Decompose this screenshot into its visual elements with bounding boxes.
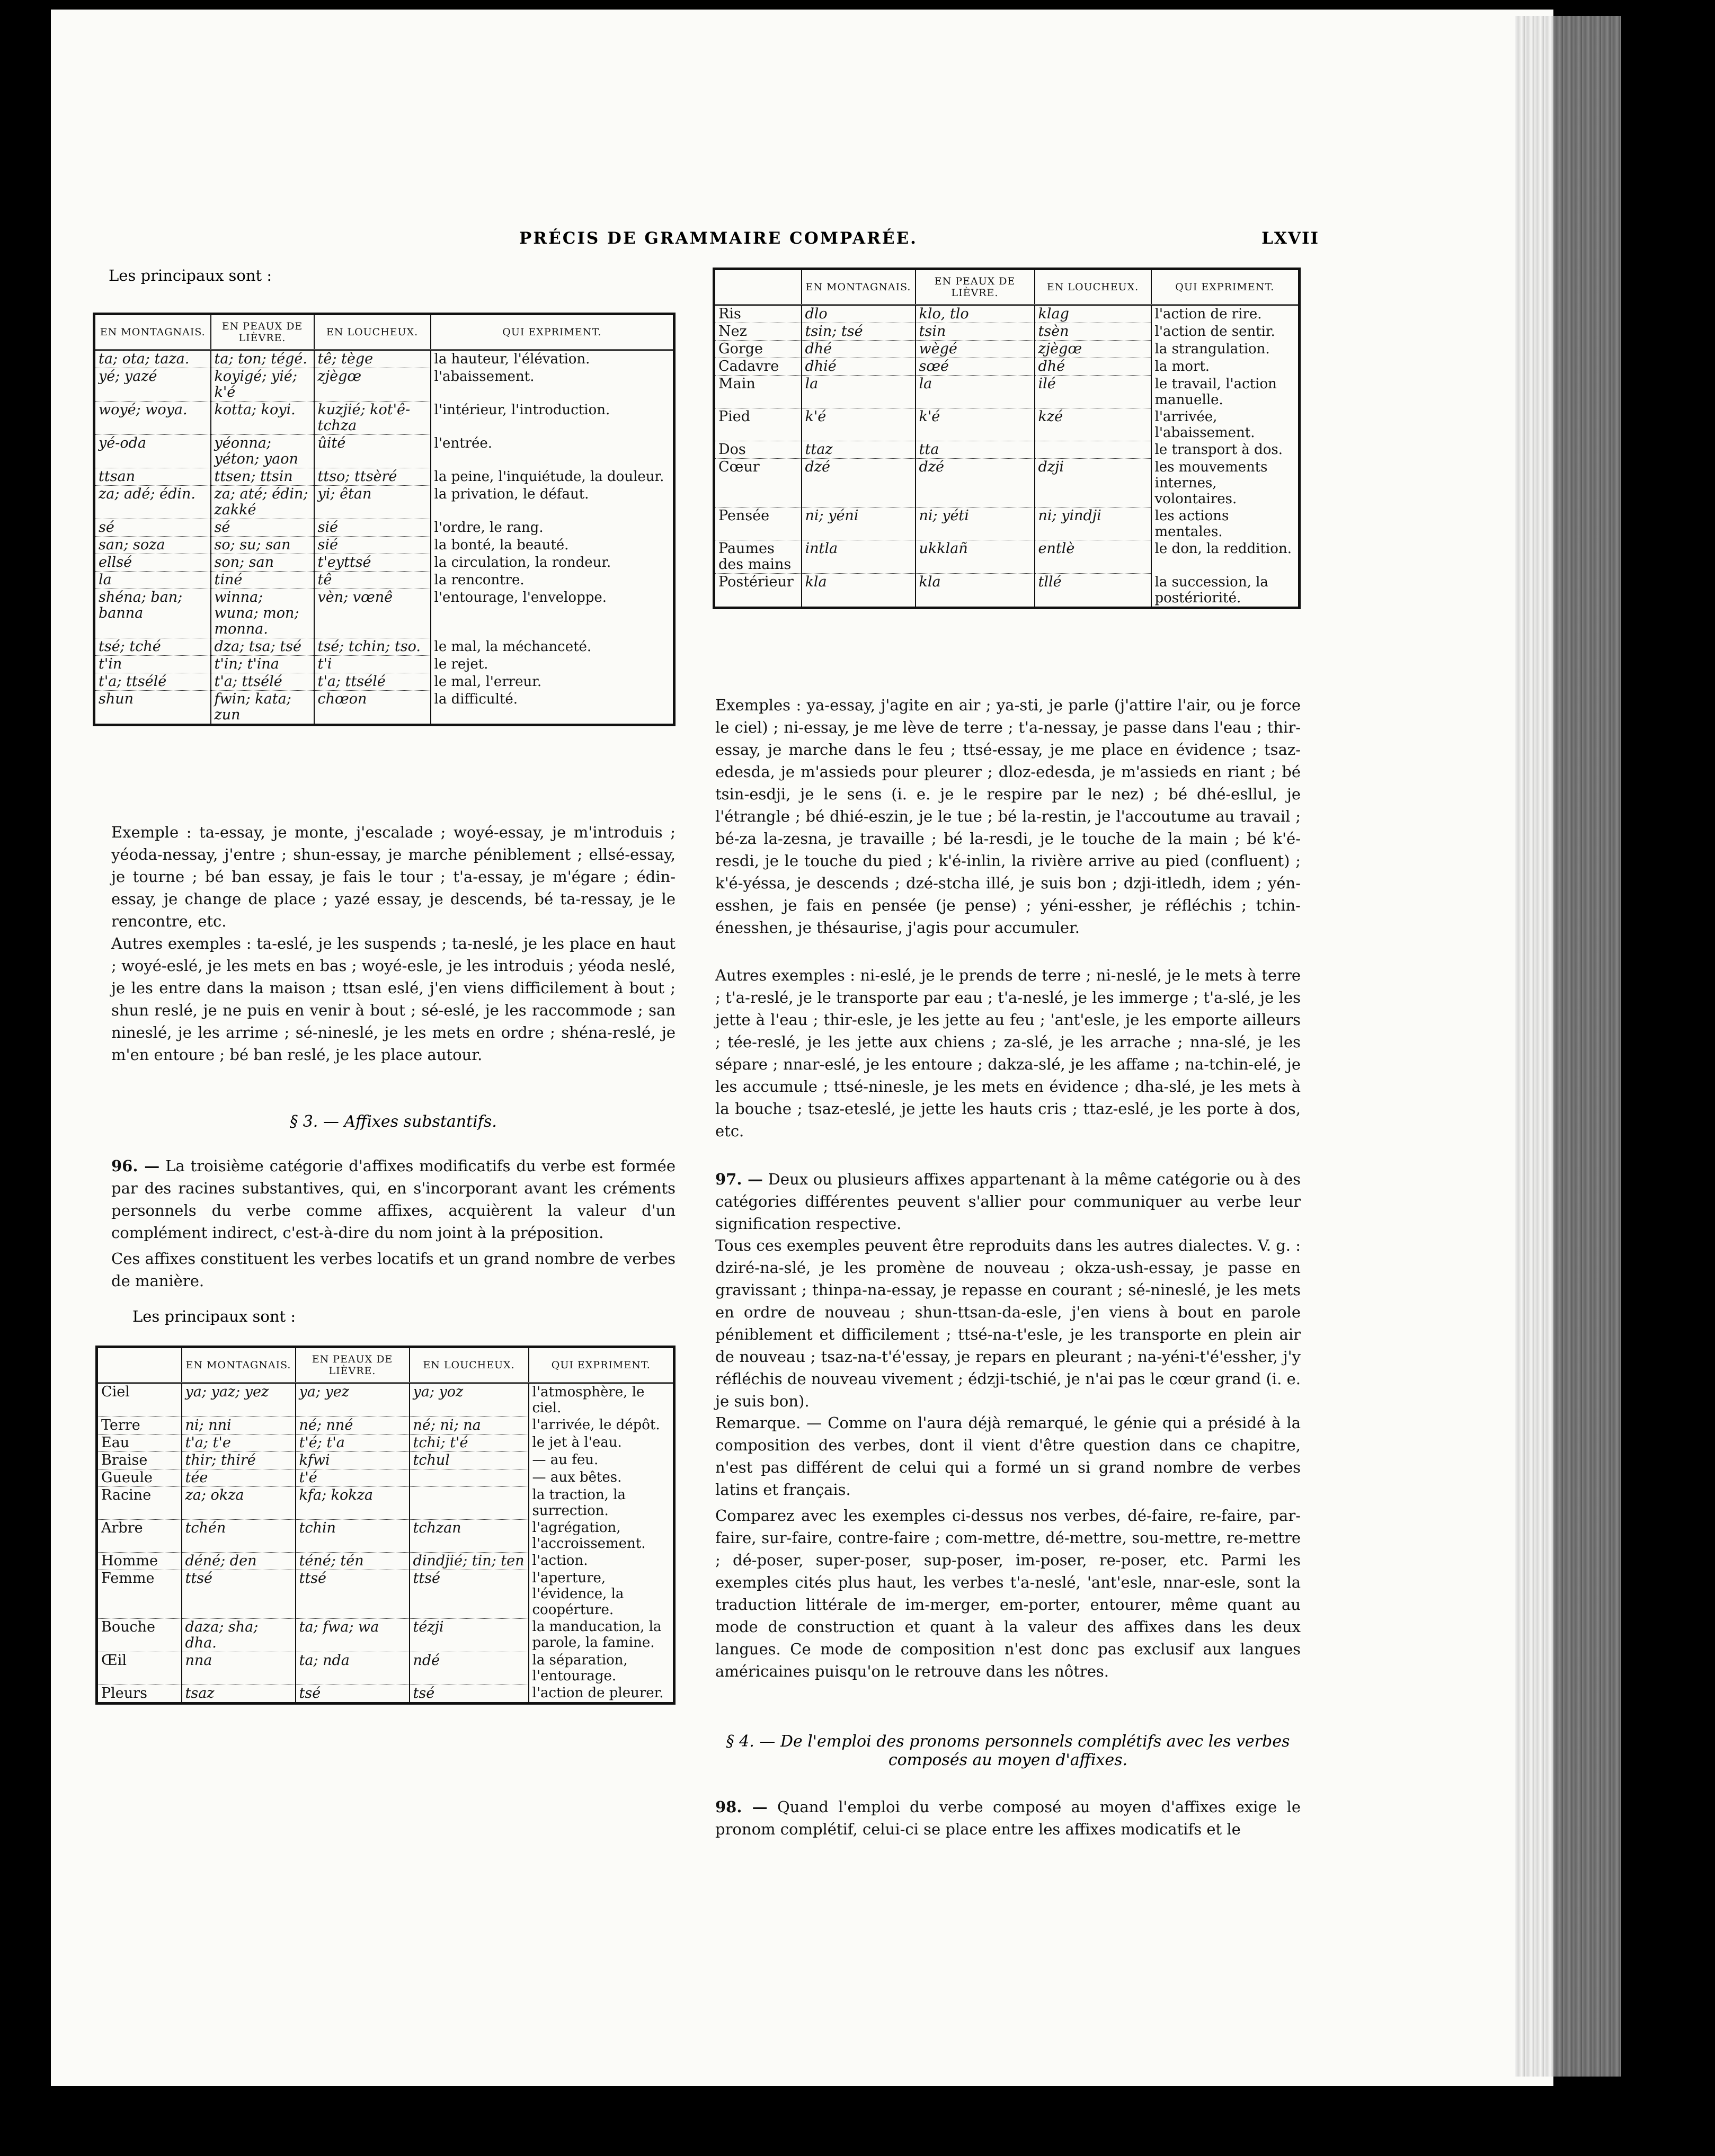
table-row: [714, 305, 1300, 323]
form-cell: t'i: [314, 656, 431, 673]
row-label-cell: Racine: [97, 1486, 182, 1519]
table-affixes-locatives: [93, 313, 676, 726]
form-cell: tllé: [1035, 574, 1151, 608]
section-heading-4: § 4. — De l'emploi des pronoms personnels complétifs avec les verbes composés au moyen d'affixes.: [726, 1732, 1290, 1769]
table-row: [714, 540, 1300, 574]
row-label-cell: Œil: [97, 1652, 182, 1685]
meaning-cell: le jet à l'eau.: [529, 1434, 674, 1451]
table-row: [94, 673, 674, 691]
paragraph-remarque: Remarque. — Comme on l'aura déjà remarqué, le génie qui a présidé à la composition des verbes, dont il vient d'être question dans ce chapitre, n'est pas différent de celui qui a formé un si grand nombre de verbes latins et français.: [715, 1414, 1301, 1499]
form-cell: zjègœ: [1035, 341, 1151, 358]
form-cell: t'in: [94, 656, 211, 673]
form-cell: la: [94, 572, 211, 589]
meaning-cell: l'entrée.: [431, 435, 674, 468]
meaning-cell: la manducation, la parole, la famine.: [529, 1618, 674, 1652]
form-cell: fwin; kata; zun: [211, 691, 314, 725]
running-header: [493, 229, 1319, 250]
form-cell: yé; yazé: [94, 368, 211, 402]
form-cell: tsin; tsé: [802, 323, 916, 341]
form-cell: kzé: [1035, 408, 1151, 441]
paragraph-comparez: Comparez avec les exemples ci-dessus nos verbes, dé-faire, re-faire, par-faire, sur-faire, contre-faire ; com-mettre, dé-mettre, sou-mettre, re-mettre ; dé-poser, super-poser, sup-poser, im-poser, re-poser, etc. Parmi les exemples cités plus haut, les verbes t'a-neslé, 'ant'esle, nnar-esle, sont la traduction littérale de im-merger, em-porter, entourer, même quant au mode de construction et quant à la valeur des affixes dans les deux langues. Ce mode de composition n'est donc pas exclusif aux langues américaines puisqu'on le retrouve dans les nôtres.: [715, 1507, 1301, 1680]
form-cell: la: [916, 376, 1035, 408]
form-cell: déné; den: [182, 1552, 296, 1570]
form-cell: tsé; tché: [94, 638, 211, 656]
form-cell: tê: [314, 572, 431, 589]
form-cell: t'a; ttsélé: [314, 673, 431, 691]
meaning-cell: la succession, la postériorité.: [1151, 574, 1300, 608]
form-cell: sié: [314, 537, 431, 554]
intro-line-2: Les principaux sont :: [132, 1307, 296, 1325]
form-cell: ttaz: [802, 441, 916, 459]
form-cell: ni; yindji: [1035, 507, 1151, 540]
form-cell: kfa; kokza: [296, 1486, 410, 1519]
table-row: [94, 350, 674, 368]
meaning-cell: l'abaissement.: [431, 368, 674, 402]
meaning-cell: la difficulté.: [431, 691, 674, 725]
form-cell: ya; yaz; yez: [182, 1383, 296, 1417]
meaning-cell: le transport à dos.: [1151, 441, 1300, 459]
form-cell: san; soza: [94, 537, 211, 554]
form-cell: intla: [802, 540, 916, 574]
form-cell: tta: [916, 441, 1035, 459]
table-row: [94, 589, 674, 638]
meaning-cell: l'action.: [529, 1552, 674, 1570]
table-row: [714, 507, 1300, 540]
form-cell: za; adé; édin.: [94, 486, 211, 519]
form-cell: k'é: [916, 408, 1035, 441]
form-cell: tchul: [410, 1451, 529, 1469]
form-cell: thir; thiré: [182, 1451, 296, 1469]
form-cell: dzé: [802, 459, 916, 507]
section-heading-3: § 3. — Affixes substantifs.: [290, 1112, 497, 1131]
form-cell: tchi; t'é: [410, 1434, 529, 1451]
form-cell: né; nné: [296, 1416, 410, 1434]
column-header: [714, 269, 802, 305]
meaning-cell: l'aperture, l'évidence, la coopérture.: [529, 1570, 674, 1618]
table-row: [714, 574, 1300, 608]
form-cell: tsaz: [182, 1685, 296, 1703]
form-cell: za; okza: [182, 1486, 296, 1519]
form-cell: t'a; t'e: [182, 1434, 296, 1451]
form-cell: ellsé: [94, 554, 211, 572]
row-label-cell: Bouche: [97, 1618, 182, 1652]
row-label-cell: Postérieur: [714, 574, 802, 608]
paragraph-98: [715, 1796, 1301, 1840]
table-row: [97, 1685, 674, 1703]
form-cell: dindjié; tin; ten: [410, 1552, 529, 1570]
column-header: EN PEAUX DE LIÈVRE.: [916, 269, 1035, 305]
column-header: EN MONTAGNAIS.: [94, 314, 211, 350]
form-cell: tsin: [916, 323, 1035, 341]
form-cell: ni; yéni: [802, 507, 916, 540]
form-cell: yi; êtan: [314, 486, 431, 519]
row-label-cell: Pleurs: [97, 1685, 182, 1703]
form-cell: tchin: [296, 1519, 410, 1552]
column-header: EN LOUCHEUX.: [1035, 269, 1151, 305]
table-row: [97, 1451, 674, 1469]
meaning-cell: l'arrivée, l'abaissement.: [1151, 408, 1300, 441]
meaning-cell: la circulation, la rondeur.: [431, 554, 674, 572]
form-cell: son; san: [211, 554, 314, 572]
column-header: QUI EXPRIMENT.: [431, 314, 674, 350]
form-cell: so; su; san: [211, 537, 314, 554]
form-cell: koyigé; yié; k'é: [211, 368, 314, 402]
form-cell: tsé: [410, 1685, 529, 1703]
form-cell: ya; yez: [296, 1383, 410, 1417]
form-cell: ilé: [1035, 376, 1151, 408]
paragraph-97-text: Deux ou plusieurs affixes appartenant à la même catégorie ou à des catégories différentes peuvent s'allier pour communiquer au verbe leur signification respective.: [715, 1170, 1301, 1233]
meaning-cell: les actions mentales.: [1151, 507, 1300, 540]
meaning-cell: les mouvements internes, volontaires.: [1151, 459, 1300, 507]
row-label-cell: Nez: [714, 323, 802, 341]
row-label-cell: Ciel: [97, 1383, 182, 1417]
form-cell: klag: [1035, 305, 1151, 323]
form-cell: sœé: [916, 358, 1035, 376]
table-row: [97, 1519, 674, 1552]
form-cell: tsé: [296, 1685, 410, 1703]
form-cell: shéna; ban; banna: [94, 589, 211, 638]
table-row: [94, 554, 674, 572]
form-cell: dhié: [802, 358, 916, 376]
table-header-row: [97, 1347, 674, 1383]
column-header: EN MONTAGNAIS.: [182, 1347, 296, 1383]
form-cell: yéonna; yéton; yaon: [211, 435, 314, 468]
form-cell: kla: [916, 574, 1035, 608]
table-row: [94, 638, 674, 656]
meaning-cell: — aux bêtes.: [529, 1469, 674, 1486]
row-label-cell: Femme: [97, 1570, 182, 1618]
form-cell: wègé: [916, 341, 1035, 358]
meaning-cell: le mal, la méchanceté.: [431, 638, 674, 656]
meaning-cell: l'action de sentir.: [1151, 323, 1300, 341]
paragraph-locatifs: Ces affixes constituent les verbes locatifs et un grand nombre de verbes de manière.: [111, 1250, 676, 1290]
table-row: [97, 1434, 674, 1451]
page-number: LXVII: [1261, 229, 1319, 248]
meaning-cell: la privation, le défaut.: [431, 486, 674, 519]
form-cell: nna: [182, 1652, 296, 1685]
form-cell: ttsen; ttsin: [211, 468, 314, 486]
form-cell: dza; tsa; tsé: [211, 638, 314, 656]
form-cell: [410, 1486, 529, 1519]
meaning-cell: la bonté, la beauté.: [431, 537, 674, 554]
form-cell: ttsé: [182, 1570, 296, 1618]
row-label-cell: Main: [714, 376, 802, 408]
row-label-cell: Gueule: [97, 1469, 182, 1486]
form-cell: ukklañ: [916, 540, 1035, 574]
column-header: EN LOUCHEUX.: [410, 1347, 529, 1383]
paragraph-exemple: Exemple : ta-essay, je monte, j'escalade ; woyé-essay, je m'introduis ; yéoda-nessay, j'entre ; shun-essay, je marche péniblement ; ellsé-essay, je tourne ; bé ban essay, je fais le tour ; t'a-essay, je m'égare ; édin-essay, je change de place ; yazé essay, je descends, bé ta-ressay, je le rencontre, etc.: [111, 823, 676, 930]
form-cell: vèn; vœnê: [314, 589, 431, 638]
paragraph-number: 97. —: [715, 1170, 763, 1188]
table-row: [94, 537, 674, 554]
form-cell: ni; yéti: [916, 507, 1035, 540]
column-header: EN MONTAGNAIS.: [802, 269, 916, 305]
form-cell: sé: [94, 519, 211, 537]
column-header: EN LOUCHEUX.: [314, 314, 431, 350]
table-row: [94, 519, 674, 537]
table-header-row: [94, 314, 674, 350]
form-cell: t'in; t'ina: [211, 656, 314, 673]
form-cell: dzé: [916, 459, 1035, 507]
table-row: [97, 1552, 674, 1570]
table-row: [97, 1618, 674, 1652]
row-label-cell: Pied: [714, 408, 802, 441]
form-cell: tiné: [211, 572, 314, 589]
column-header: EN PEAUX DE LIÈVRE.: [296, 1347, 410, 1383]
meaning-cell: la strangulation.: [1151, 341, 1300, 358]
table-row: [714, 358, 1300, 376]
meaning-cell: l'action de rire.: [1151, 305, 1300, 323]
meaning-cell: l'entourage, l'enveloppe.: [431, 589, 674, 638]
page-edge: [1515, 16, 1621, 2077]
form-cell: tézji: [410, 1618, 529, 1652]
row-label-cell: Pensée: [714, 507, 802, 540]
form-cell: ta; ota; taza.: [94, 350, 211, 368]
table-row: [97, 1486, 674, 1519]
form-cell: ndé: [410, 1652, 529, 1685]
table-row: [97, 1383, 674, 1417]
form-cell: ya; yoz: [410, 1383, 529, 1417]
row-label-cell: Terre: [97, 1416, 182, 1434]
form-cell: chœon: [314, 691, 431, 725]
form-cell: tê; tège: [314, 350, 431, 368]
form-cell: kfwi: [296, 1451, 410, 1469]
meaning-cell: la rencontre.: [431, 572, 674, 589]
table-row: [714, 323, 1300, 341]
meaning-cell: la peine, l'inquiétude, la douleur.: [431, 468, 674, 486]
form-cell: tsé; tchin; tso.: [314, 638, 431, 656]
form-cell: t'a; ttsélé: [94, 673, 211, 691]
meaning-cell: l'action de pleurer.: [529, 1685, 674, 1703]
meaning-cell: l'agrégation, l'accroissement.: [529, 1519, 674, 1552]
form-cell: sé: [211, 519, 314, 537]
form-cell: k'é: [802, 408, 916, 441]
form-cell: kuzjié; kot'ê-tchza: [314, 402, 431, 435]
row-label-cell: Paumes des mains: [714, 540, 802, 574]
table-row: [94, 656, 674, 673]
table-row: [714, 441, 1300, 459]
row-label-cell: Arbre: [97, 1519, 182, 1552]
table-row: [94, 368, 674, 402]
running-title: PRÉCIS DE GRAMMAIRE COMPARÉE.: [519, 229, 918, 248]
row-label-cell: Cadavre: [714, 358, 802, 376]
table-row: [97, 1570, 674, 1618]
form-cell: tchzan: [410, 1519, 529, 1552]
row-label-cell: Gorge: [714, 341, 802, 358]
table-row: [94, 572, 674, 589]
paragraph-autres-exemples-right: Autres exemples : ni-eslé, je le prends de terre ; ni-neslé, je le mets à terre ; t'a-reslé, je le transporte par eau ; t'a-neslé, je les immerge ; t'a-slé, je les jette à l'eau ; thir-esle, je les jette au feu ; 'ant'esle, je les emporte ailleurs ; tée-reslé, je les jette aux chiens ; za-slé, je les arrache ; nna-slé, je les sépare ; nnar-eslé, je les entoure ; dakza-slé, je les affame ; na-tchin-elé, je les accumule ; ttsé-ninesle, je les mets en évidence ; dha-slé, je les mets à la bouche ; tsaz-eteslé, je jette les hauts cris ; ttaz-eslé, je les porte à dos, etc.: [715, 966, 1301, 1140]
form-cell: né; ni; na: [410, 1416, 529, 1434]
meaning-cell: le rejet.: [431, 656, 674, 673]
form-cell: la: [802, 376, 916, 408]
paragraph-96: [111, 1155, 676, 1244]
meaning-cell: le mal, l'erreur.: [431, 673, 674, 691]
table-row: [94, 691, 674, 725]
form-cell: ttso; ttsèré: [314, 468, 431, 486]
form-cell: winna; wuna; mon; monna.: [211, 589, 314, 638]
form-cell: ttsé: [296, 1570, 410, 1618]
table-row: [94, 435, 674, 468]
table-row: [97, 1416, 674, 1434]
form-cell: za; até; édin; zakké: [211, 486, 314, 519]
row-label-cell: Eau: [97, 1434, 182, 1451]
form-cell: tsèn: [1035, 323, 1151, 341]
form-cell: kotta; koyi.: [211, 402, 314, 435]
paragraph-98-text: Quand l'emploi du verbe composé au moyen d'affixes exige le pronom complétif, celui-ci se place entre les affixes modicatifs et le: [715, 1798, 1301, 1838]
column-header: [97, 1347, 182, 1383]
form-cell: téné; tén: [296, 1552, 410, 1570]
form-cell: t'a; ttsélé: [211, 673, 314, 691]
paragraph-96-text: La troisième catégorie d'affixes modificatifs du verbe est formée par des racines substantives, qui, en s'incorporant avant les créments personnels du verbe comme affixes, acquièrent la valeur d'un complément indirect, c'est-à-dire du nom joint à la préposition.: [111, 1157, 676, 1242]
form-cell: ttsé: [410, 1570, 529, 1618]
form-cell: ni; nni: [182, 1416, 296, 1434]
form-cell: woyé; woya.: [94, 402, 211, 435]
form-cell: t'é; t'a: [296, 1434, 410, 1451]
form-cell: tchén: [182, 1519, 296, 1552]
form-cell: dlo: [802, 305, 916, 323]
meaning-cell: — au feu.: [529, 1451, 674, 1469]
row-label-cell: Braise: [97, 1451, 182, 1469]
form-cell: dhé: [1035, 358, 1151, 376]
form-cell: kla: [802, 574, 916, 608]
column-header: EN PEAUX DE LIÈVRE.: [211, 314, 314, 350]
meaning-cell: le travail, l'action manuelle.: [1151, 376, 1300, 408]
table-affixes-substantifs: [95, 1346, 676, 1705]
form-cell: daza; sha; dha.: [182, 1618, 296, 1652]
table-row: [714, 459, 1300, 507]
form-cell: [1035, 441, 1151, 459]
table-row: [94, 486, 674, 519]
meaning-cell: la séparation, l'entourage.: [529, 1652, 674, 1685]
form-cell: dhé: [802, 341, 916, 358]
table-row: [94, 402, 674, 435]
form-cell: shun: [94, 691, 211, 725]
form-cell: yé-oda: [94, 435, 211, 468]
form-cell: zjègœ: [314, 368, 431, 402]
paragraph-exemples-right: Exemples : ya-essay, j'agite en air ; ya-sti, je parle (j'attire l'air, ou je force le ciel) ; ni-essay, je me lève de terre ; t'a-nessay, je passe dans l'eau ; thir-essay, je marche dans le feu ; ttsé-essay, je me place en évidence ; tsaz-edesda, je m'assieds pour pleurer ; dloz-edesda, je m'assieds en riant ; bé tsin-esdji, je le sens (i. e. je le respire par le nez) ; bé dhé-esllul, je l'étrangle ; bé dhié-eszin, je le tue ; bé la-restin, je l'accoutume au travail ; bé-za la-zesna, je travaille ; bé la-resdi, je le touche de la main ; bé k'é-resdi, je le touche du pied ; k'é-inlin, la rivière arrive au pied (confluent) ; k'é-yéssa, je descends ; dzé-stcha illé, je suis bon ; dzji-itledh, idem ; yén-esshen, je fais en pensée (je pense) ; yéni-essher, je réfléchis ; tchin-énesshen, je thésaurise, j'agis pour accumuler.: [715, 696, 1301, 937]
form-cell: t'é: [296, 1469, 410, 1486]
table-header-row: [714, 269, 1300, 305]
row-label-cell: Ris: [714, 305, 802, 323]
form-cell: entlè: [1035, 540, 1151, 574]
form-cell: ttsan: [94, 468, 211, 486]
row-label-cell: Homme: [97, 1552, 182, 1570]
table-row: [714, 341, 1300, 358]
table-row: [97, 1469, 674, 1486]
row-label-cell: Cœur: [714, 459, 802, 507]
meaning-cell: l'atmosphère, le ciel.: [529, 1383, 674, 1417]
table-row: [714, 408, 1300, 441]
paragraph-autres-exemples: Autres exemples : ta-eslé, je les suspends ; ta-neslé, je les place en haut ; woyé-eslé, je les mets en bas ; woyé-esle, je les introduis ; yéoda neslé, je les entre dans la maison ; ttsan eslé, j'en viens difficilement à bout ; shun reslé, je ne puis en venir à bout ; sé-eslé, je les raccommode ; san nineslé, je les arrime ; sé-nineslé, je les mets en ordre ; shéna-reslé, je m'en entoure ; bé ban reslé, je les place autour.: [111, 934, 676, 1064]
form-cell: t'eyttsé: [314, 554, 431, 572]
meaning-cell: la hauteur, l'élévation.: [431, 350, 674, 368]
form-cell: dzji: [1035, 459, 1151, 507]
table-row: [94, 468, 674, 486]
form-cell: klo, tlo: [916, 305, 1035, 323]
paragraph-97: [715, 1168, 1301, 1235]
form-cell: ta; ton; tégé.: [211, 350, 314, 368]
table-row: [714, 376, 1300, 408]
table-affixes-corps: [713, 268, 1301, 609]
column-header: QUI EXPRIMENT.: [1151, 269, 1300, 305]
paragraph-number: 98. —: [715, 1798, 768, 1816]
form-cell: sié: [314, 519, 431, 537]
form-cell: ta; fwa; wa: [296, 1618, 410, 1652]
form-cell: ûité: [314, 435, 431, 468]
meaning-cell: l'ordre, le rang.: [431, 519, 674, 537]
table-row: [97, 1652, 674, 1685]
paragraph-number: 96. —: [111, 1157, 160, 1175]
paragraph-vg: Tous ces exemples peuvent être reproduits dans les autres dialectes. V. g. : dziré-na-slé, je les promène de nouveau ; okza-ush-essay, je passe en gravissant ; thinpa-na-essay, je repasse en courant ; sé-nineslé, je les mets en ordre de nouveau ; shun-ttsan-da-esle, j'en viens à bout en parole péniblement et difficilement ; ttsé-na-t'esle, je les transporte en plein air de nouveau ; tsaz-na-t'é'essay, je repars en pleurant ; na-yéni-t'é'essher, j'y réfléchis de nouveau vivement ; édzji-tschié, je n'ai pas le cœur grand (i. e. je suis bon).: [715, 1236, 1301, 1410]
row-label-cell: Dos: [714, 441, 802, 459]
meaning-cell: l'intérieur, l'introduction.: [431, 402, 674, 435]
meaning-cell: la mort.: [1151, 358, 1300, 376]
form-cell: ta; nda: [296, 1652, 410, 1685]
column-header: QUI EXPRIMENT.: [529, 1347, 674, 1383]
form-cell: [410, 1469, 529, 1486]
form-cell: tée: [182, 1469, 296, 1486]
meaning-cell: la traction, la surrection.: [529, 1486, 674, 1519]
meaning-cell: le don, la reddition.: [1151, 540, 1300, 574]
meaning-cell: l'arrivée, le dépôt.: [529, 1416, 674, 1434]
intro-line-1: Les principaux sont :: [109, 266, 272, 284]
